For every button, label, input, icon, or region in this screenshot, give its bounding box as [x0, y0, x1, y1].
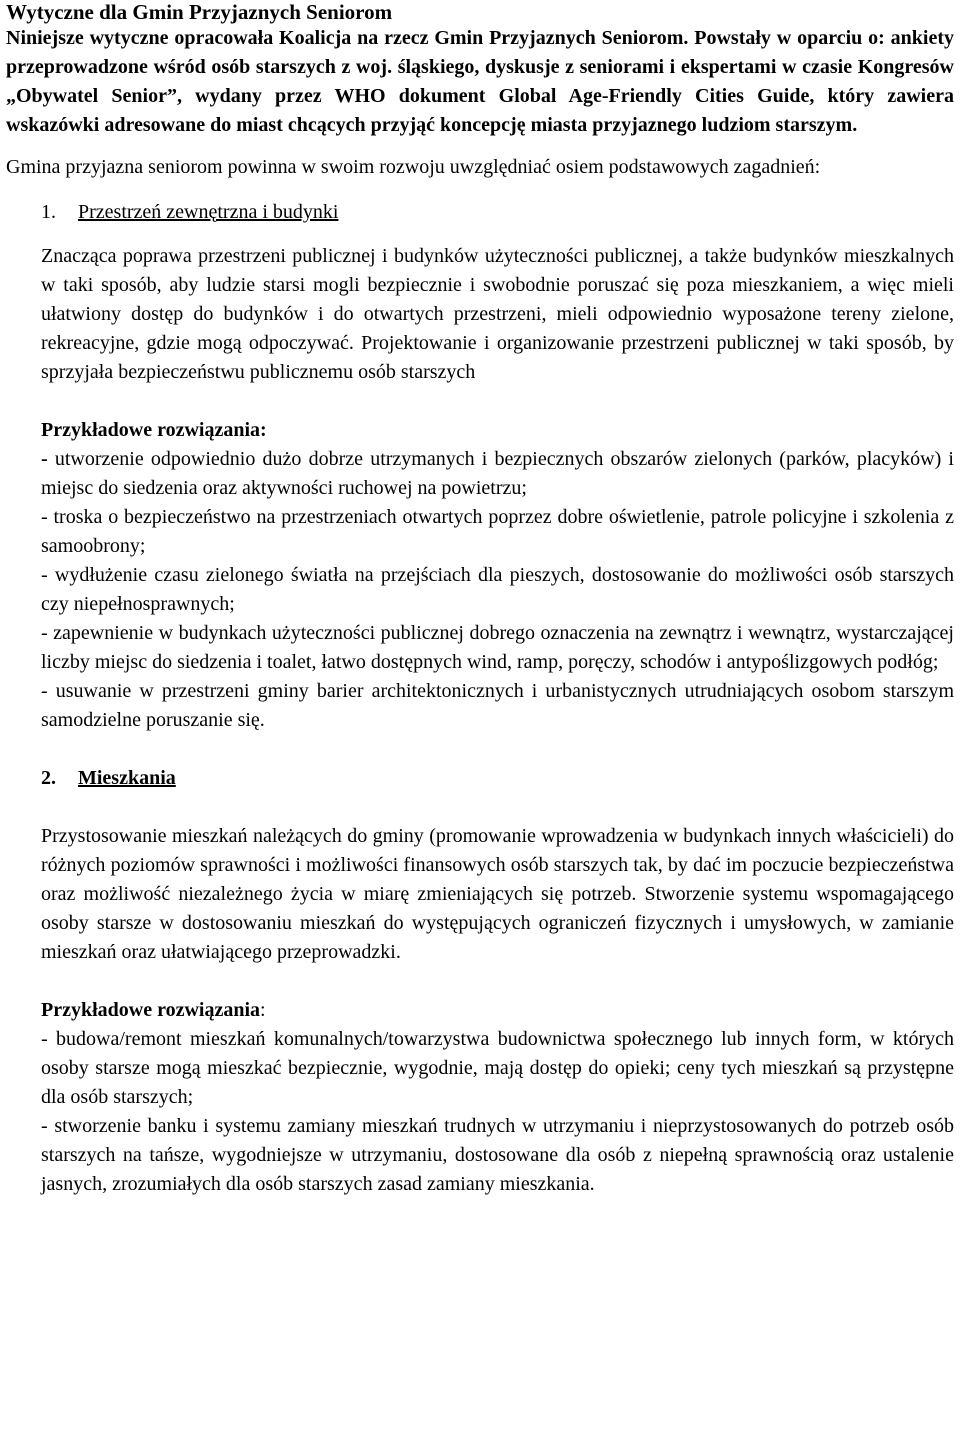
list-item: - wydłużenie czasu zielonego światła na przejściach dla pieszych, dostosowanie do możliwości osób starszych czy niepełnosprawnych; — [41, 564, 954, 615]
list-item: - usuwanie w przestrzeni gminy barier architektonicznych i urbanistycznych utrudniających osobom starszym samodzielne poruszanie się. — [41, 680, 954, 731]
section-title: Mieszkania — [78, 767, 176, 789]
list-item: - troska o bezpieczeństwo na przestrzeniach otwartych poprzez dobre oświetlenie, patrole policyjne i szkolenia z samoobrony; — [41, 506, 954, 557]
lead-paragraph: Gmina przyjazna seniorom powinna w swoim rozwoju uwzględniać osiem podstawowych zagadnień: — [6, 156, 821, 178]
list-item: - zapewnienie w budynkach użyteczności publicznej dobrego oznaczenia na zewnątrz i wewnątrz, wystarczającej liczby miejsc do siedzenia i toalet, łatwo dostępnych wind, ramp, poręczy, schodów i antypoślizgowych podłóg; — [41, 622, 954, 673]
list-item-dash: - — [41, 448, 48, 470]
section-title: Przestrzeń zewnętrzna i budynki — [78, 201, 339, 223]
section-1-examples — [6, 416, 954, 735]
section-1-body: Znacząca poprawa przestrzeni publicznej i budynków użyteczności publicznej, a także budynków mieszkalnych w taki sposób, aby ludzie starsi mogli bezpiecznie i swobodnie poruszać się poza mieszkaniem, a więc mieli ułatwiony dostęp do budynków i do otwartych przestrzeni, mieli odpowiednio wyposażone tereny zielone, rekreacyjne, gdzie mogą odpoczywać. Projektowanie i organizowanie przestrzeni publicznej w taki sposób, by sprzyjała bezpieczeństwu publicznemu osób starszych — [41, 245, 954, 383]
examples-list — [41, 1025, 954, 1199]
section-2-examples — [6, 996, 954, 1199]
section-number: 2. — [41, 767, 56, 789]
examples-list — [41, 445, 954, 735]
section-2-body: Przystosowanie mieszkań należących do gminy (promowanie wprowadzenia w budynkach innych właścicieli) do różnych poziomów sprawności i możliwości finansowych osób starszych tak, by dać im poczucie bezpieczeństwa oraz możliwość niezależnego życia w miarę zmieniających się potrzeb. Stworzenie systemu wspomagającego osoby starsze w dostosowaniu mieszkań do występujących ograniczeń fizycznych i umysłowych, w zamianie mieszkań oraz ułatwiającego przeprowadzki. — [41, 825, 954, 963]
examples-heading-colon: : — [260, 999, 266, 1021]
section-number: 1. — [41, 201, 56, 223]
list-item: - stworzenie banku i systemu zamiany mieszkań trudnych w utrzymaniu i nieprzystosowanych do potrzeb osób starszych na tańsze, wygodniejsze w utrzymaniu, dostosowane dla osób z niepełną sprawnością oraz ustalenie jasnych, zrozumiałych dla osób starszych zasad zamiany mieszkania. — [41, 1115, 954, 1195]
list-item — [41, 445, 954, 503]
examples-heading — [41, 996, 954, 1025]
document — [6, 0, 954, 1199]
section-2-heading — [6, 764, 954, 793]
section-1-heading — [6, 198, 954, 227]
list-item-text: utworzenie odpowiednio dużo dobrze utrzymanych i bezpiecznych obszarów zielonych (parków, placyków) i miejsc do siedzenia oraz aktywności ruchowej na powietrzu; — [41, 448, 954, 499]
intro-paragraph: Niniejsze wytyczne opracowała Koalicja na rzecz Gmin Przyjaznych Seniorom. Powstały w oparciu o: ankiety przeprowadzone wśród osób starszych z woj. śląskiego, dyskusje z seniorami i ekspertami w czasie Kongresów „Obywatel Senior”, wydany przez WHO dokument Global Age-Friendly Cities Guide, który zawiera wskazówki adresowane do miast chcących przyjąć koncepcję miasta przyjaznego ludziom starszym. — [6, 27, 954, 136]
document-title: Wytyczne dla Gmin Przyjaznych Seniorom — [6, 0, 393, 24]
examples-heading: Przykładowe rozwiązania: — [41, 419, 267, 441]
examples-heading-text: Przykładowe rozwiązania — [41, 999, 261, 1021]
list-item: - budowa/remont mieszkań komunalnych/towarzystwa budownictwa społecznego lub innych form, w których osoby starsze mogą mieszkać bezpiecznie, wygodnie, mają dostęp do opieki; ceny tych mieszkań są przystępne dla osób starszych; — [41, 1028, 954, 1108]
